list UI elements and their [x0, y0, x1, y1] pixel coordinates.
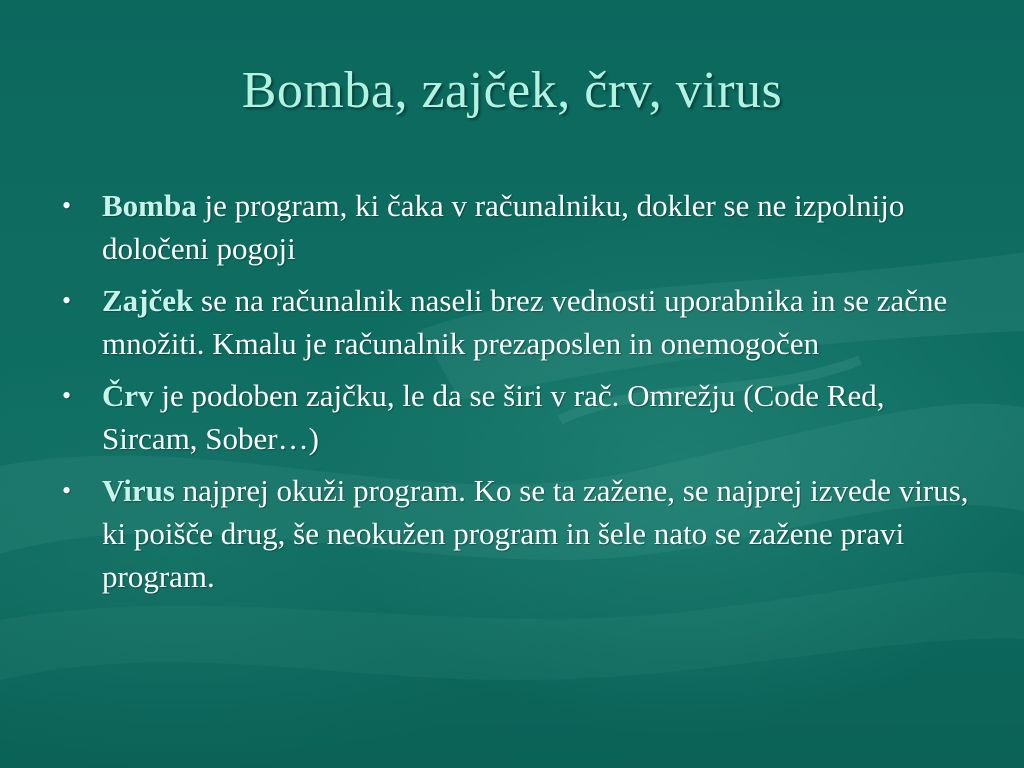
bullet-list: [62, 184, 972, 607]
bullet-term: Bomba: [102, 188, 197, 223]
bullet-dot-icon: •: [62, 381, 72, 410]
slide-title: Bomba, zajček, črv, virus: [241, 62, 783, 119]
bullet-text: najprej okuži program. Ko se ta zažene, se najprej izvede virus, ki poišče drug, še neokužen program in šele nato se zažene pravi program.: [102, 473, 969, 594]
bullet-dot-icon: •: [62, 191, 72, 220]
bullet-item-virus: [62, 469, 972, 598]
bullet-term: Črv: [102, 378, 154, 413]
bullet-item-zajcek: [62, 279, 972, 365]
bullet-text: je podoben zajčku, le da se širi v rač. Omrežju (Code Red, Sircam, Sober…): [102, 378, 885, 456]
bullet-item-bomba: [62, 184, 972, 270]
bullet-dot-icon: •: [62, 476, 72, 505]
bullet-dot-icon: •: [62, 286, 72, 315]
bullet-term: Zajček: [102, 283, 194, 318]
bullet-text: je program, ki čaka v računalniku, dokler se ne izpolnijo določeni pogoji: [102, 188, 905, 266]
bullet-term: Virus: [102, 473, 175, 508]
bullet-item-crv: [62, 374, 972, 460]
bullet-text: se na računalnik naseli brez vednosti uporabnika in se začne množiti. Kmalu je računalnik prezaposlen in onemogočen: [102, 283, 948, 361]
